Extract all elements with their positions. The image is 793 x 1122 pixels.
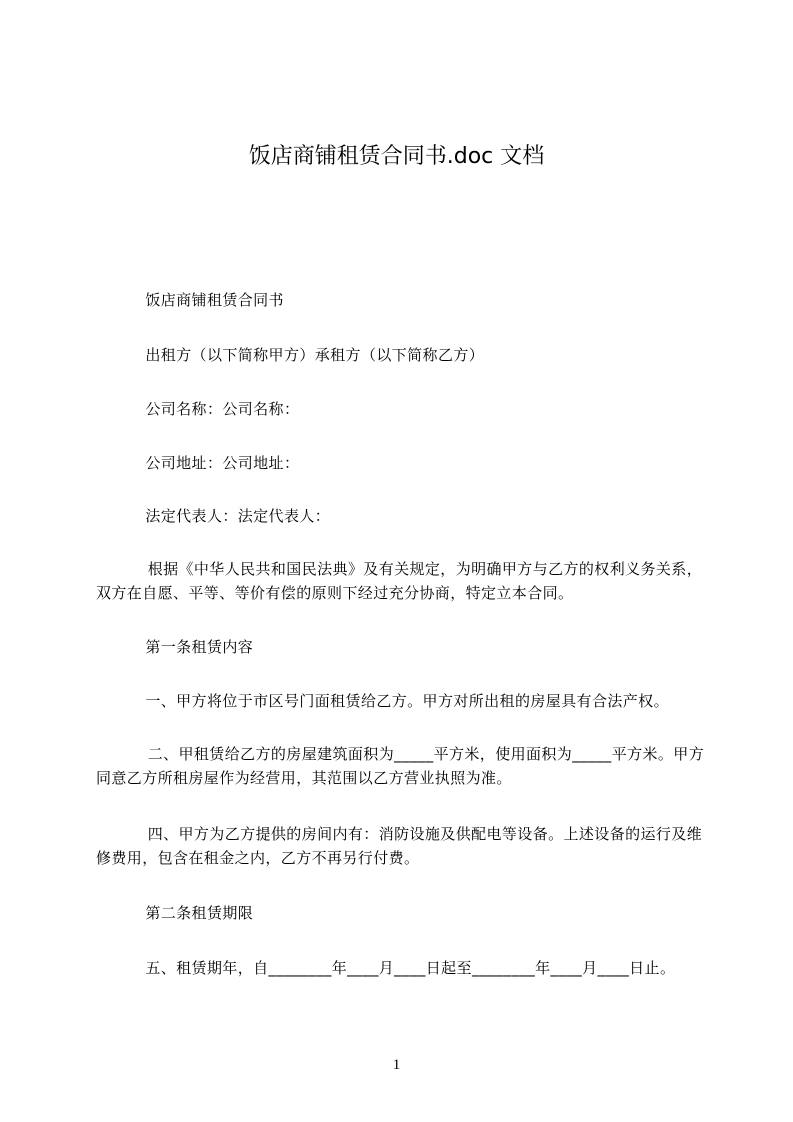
paragraph-preamble: 根据《中华人民共和国民法典》及有关规定，为明确甲方与乙方的权利义务关系，双方在自愿、平等、等价有偿的原则下经过充分协商，特定立本合同。 xyxy=(96,560,703,602)
paragraph-article-2-heading: 第二条租赁期限 xyxy=(104,904,254,922)
paragraph-legal-representative: 法定代表人：法定代表人： xyxy=(104,507,331,525)
paragraph-contract-name: 饭店商铺租赁合同书 xyxy=(104,291,284,309)
paragraph-clause-5: 五、租赁期年，自________年____月____日起至________年____月____日止。 xyxy=(104,959,676,977)
page-number: 1 xyxy=(392,1057,401,1073)
paragraph-clause-1: 一、甲方将位于市区号门面租赁给乙方。甲方对所出租的房屋具有合法产权。 xyxy=(104,692,669,710)
paragraph-article-1-heading: 第一条租赁内容 xyxy=(104,638,254,656)
paragraph-clause-2: 二、甲租赁给乙方的房屋建筑面积为_____平方米，使用面积为_____平方米。甲方同意乙方所租房屋作为经营用，其范围以乙方营业执照为准。 xyxy=(96,745,705,787)
paragraph-parties: 出租方（以下简称甲方）承租方（以下简称乙方） xyxy=(104,346,485,364)
paragraph-company-name: 公司名称：公司名称： xyxy=(104,400,300,418)
paragraph-company-address: 公司地址：公司地址： xyxy=(104,454,300,472)
paragraph-clause-4: 四、甲方为乙方提供的房间内有：消防设施及供配电等设备。上述设备的运行及维修费用，包含在租金之内，乙方不再另行付费。 xyxy=(96,825,703,867)
document-title: 饭店商铺租赁合同书.doc 文档 xyxy=(248,144,545,169)
